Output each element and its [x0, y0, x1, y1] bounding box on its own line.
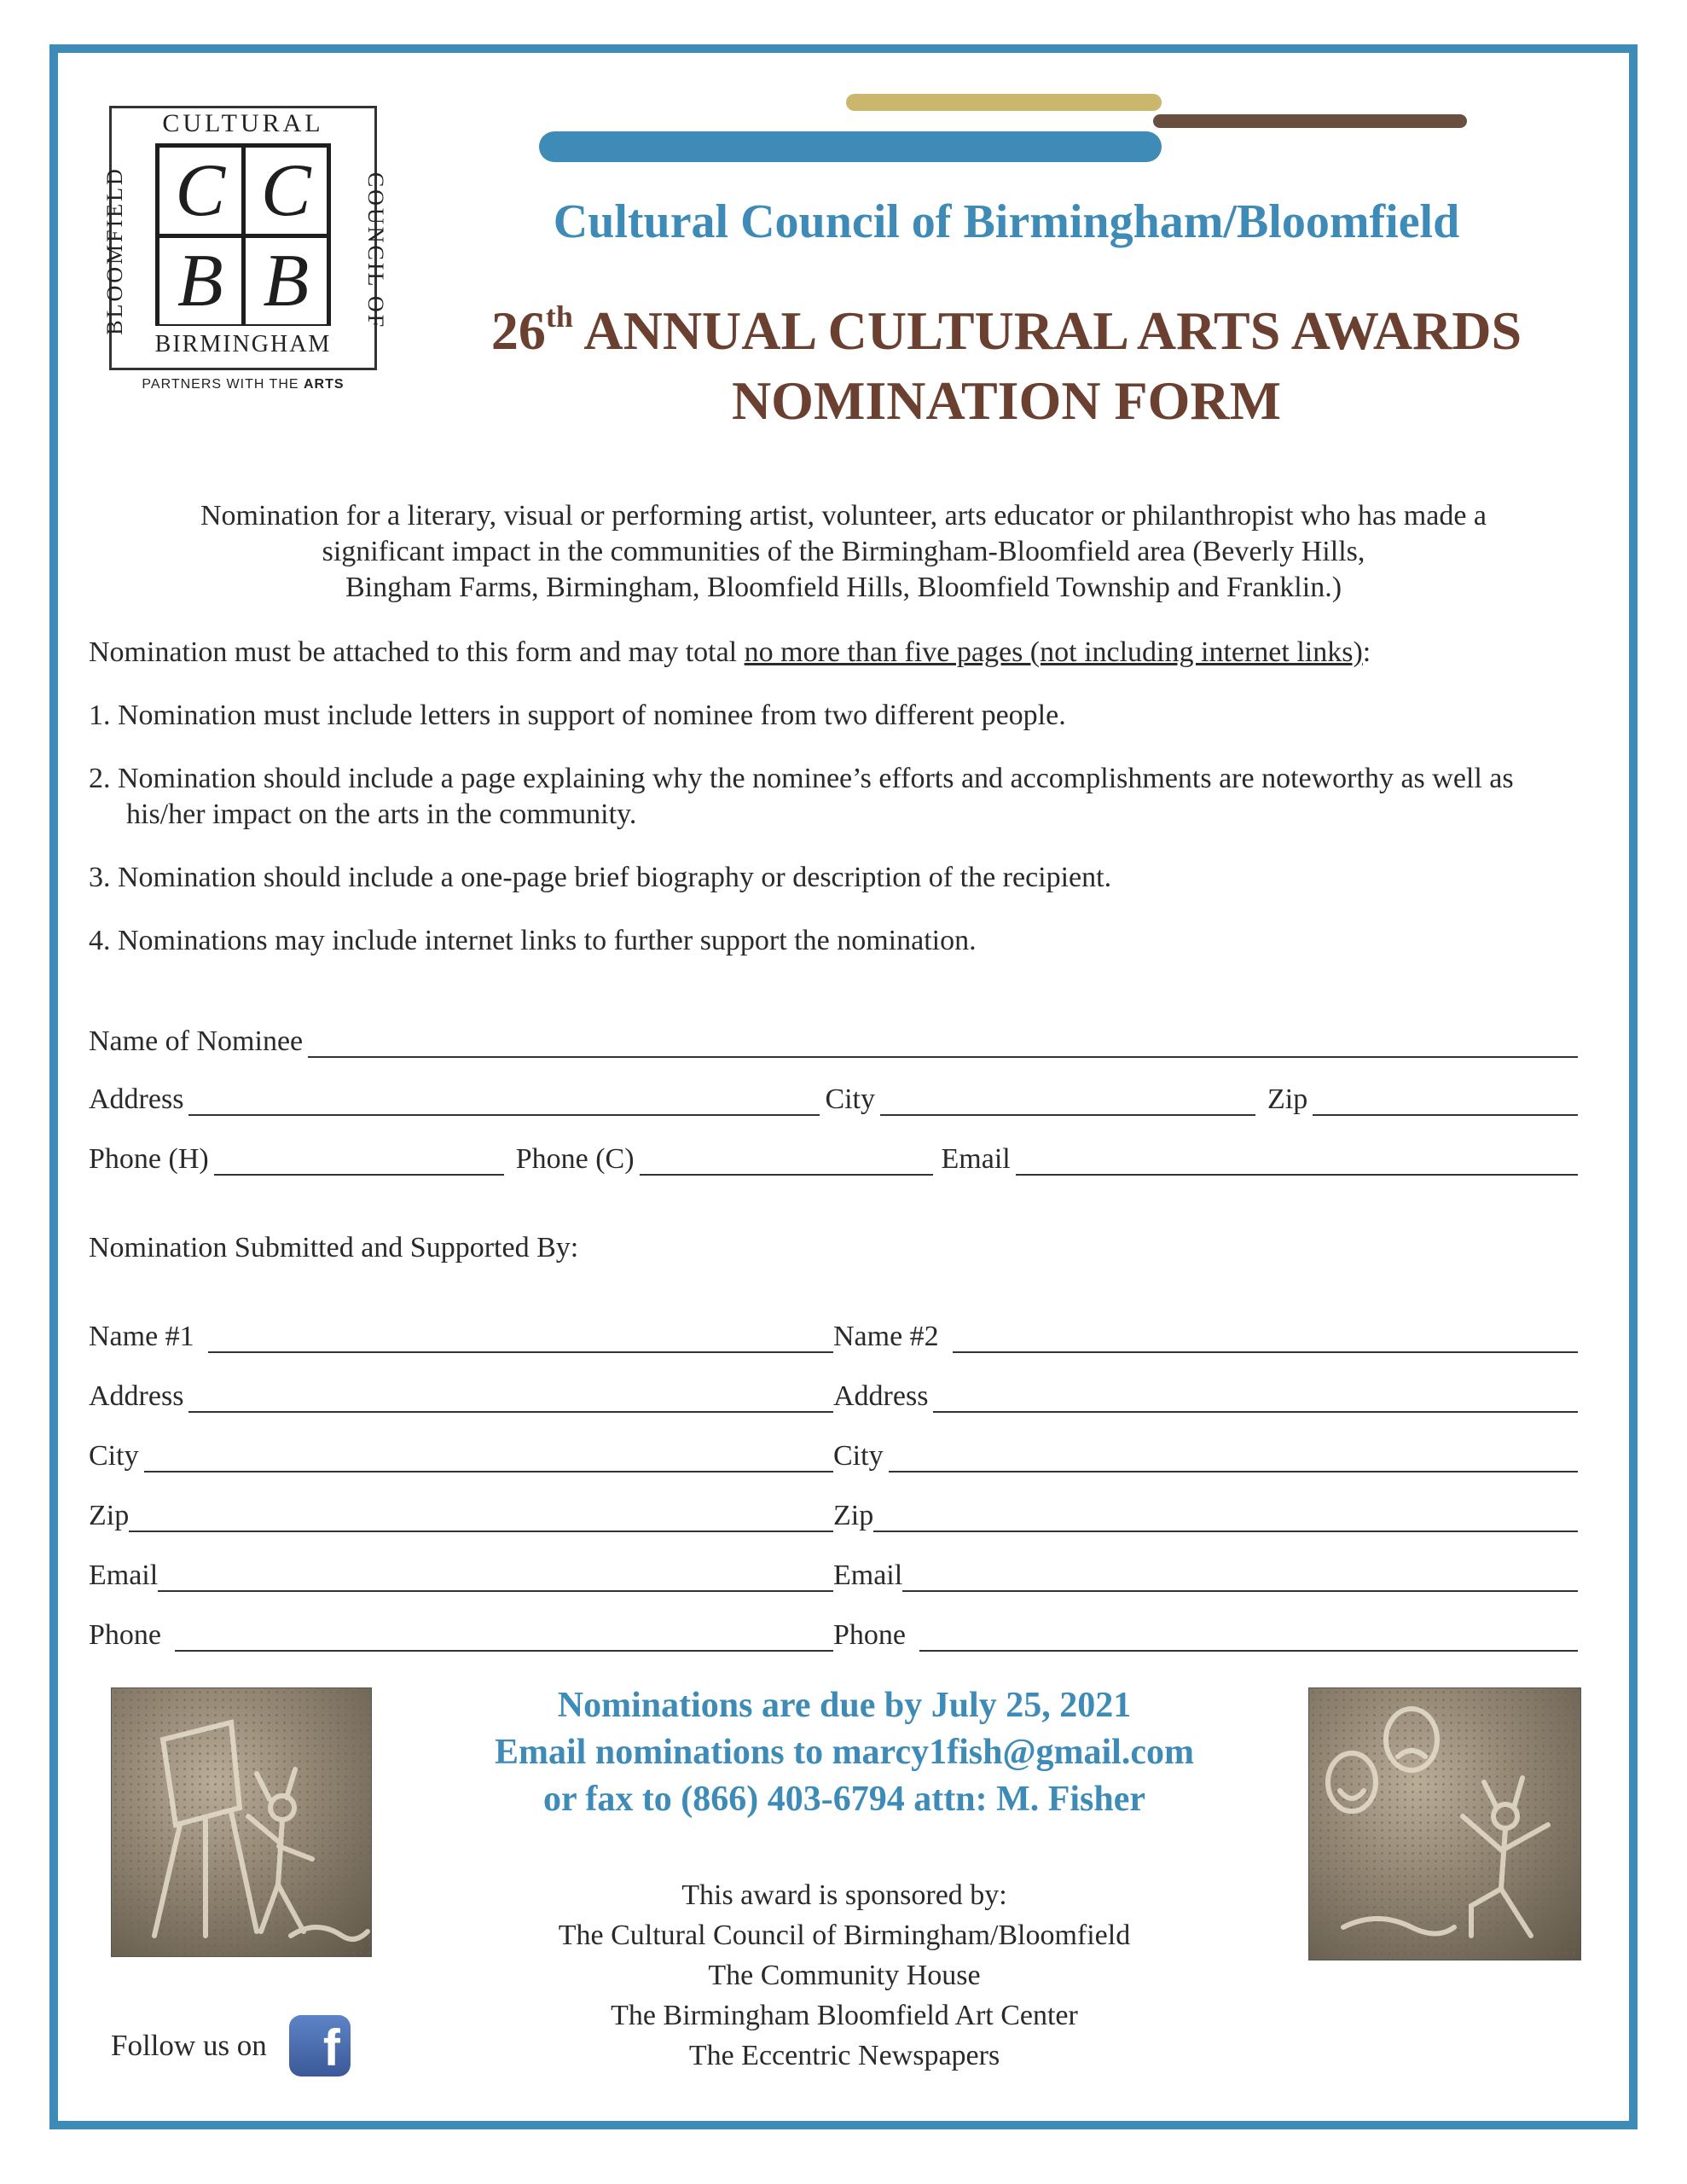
supporter1-phone-field[interactable]: [175, 1624, 833, 1652]
supporter-address-row: [89, 1374, 1578, 1413]
nominee-address-field[interactable]: [188, 1089, 820, 1116]
supporter2-name-field[interactable]: [953, 1326, 1578, 1353]
requirements-intro: Nomination must be attached to this form and may total no more than five pages (not including internet links):: [89, 636, 1371, 668]
nominee-email-field[interactable]: [1016, 1148, 1578, 1176]
deadline-notice: Nominations are due by July 25, 2021 Email nominations to marcy1fish@gmail.com or fax to (866) 403-6794 attn: M. Fisher: [495, 1686, 1194, 1819]
supporter-email-row: [89, 1553, 1578, 1592]
list-item: 2. Nomination should include a page explaining why the nominee’s efforts and accomplishments are noteworthy as well as his/her impact on the arts in the community.: [89, 763, 1514, 830]
logo-text-left: BLOOMFIELD: [101, 166, 127, 335]
nominee-name-field[interactable]: [308, 1031, 1578, 1058]
supporter1-address-label: Address: [89, 1380, 184, 1412]
nominee-city-field[interactable]: [880, 1089, 1255, 1116]
requirements-list: [89, 698, 1590, 986]
list-item: 4. Nominations may include internet links to further support the nomination.: [89, 925, 977, 956]
supporter2-email-field[interactable]: [902, 1565, 1578, 1592]
intro-paragraph: Nomination for a literary, visual or performing artist, volunteer, arts educator or philanthropist who has made a significant impact in the communities of the Birmingham-Bloomfield area (Beverly Hills, Bingham Farms, Birmingham, Bloomfield Hills, Bloomfield Township and Franklin.): [200, 500, 1487, 603]
supporter1-zip-field[interactable]: [129, 1505, 833, 1532]
supporter-phone-row: [89, 1612, 1578, 1652]
relief-theater-image: [1308, 1687, 1581, 1960]
list-item: 1. Nomination must include letters in support of nominee from two different people.: [89, 700, 1066, 731]
follow-us: [111, 2015, 351, 2077]
form-title: 26th ANNUAL CULTURAL ARTS AWARDS NOMINATION FORM: [490, 299, 1522, 431]
relief-painter-image: [111, 1687, 372, 1957]
supporter2-zip-label: Zip: [833, 1500, 874, 1531]
supporter1-name-label: Name #1: [89, 1321, 194, 1352]
supported-by-heading: Nomination Submitted and Supported By:: [89, 1232, 579, 1263]
supporter2-city-field[interactable]: [889, 1445, 1578, 1472]
supporter2-email-label: Email: [833, 1560, 903, 1591]
sponsors-section: [375, 1875, 1313, 2076]
list-item: The Birmingham Bloomfield Art Center: [611, 2000, 1078, 2031]
logo-text-right: COUNCIL OF: [362, 171, 388, 330]
nominee-zip-field[interactable]: [1313, 1089, 1578, 1116]
nominee-phone-home-field[interactable]: [214, 1148, 504, 1176]
supporter2-address-field[interactable]: [933, 1385, 1578, 1413]
supporter-zip-row: [89, 1493, 1578, 1532]
facebook-icon[interactable]: f: [289, 2015, 351, 2077]
supporter2-zip-field[interactable]: [873, 1505, 1578, 1532]
supporter2-city-label: City: [833, 1440, 884, 1472]
nominee-city-label: City: [825, 1083, 876, 1115]
follow-us-label: Follow us on: [111, 2029, 267, 2062]
logo-monogram: C C B B: [155, 143, 331, 326]
supporter1-city-label: City: [89, 1440, 139, 1472]
logo-text-top: CULTURAL: [162, 109, 324, 137]
cultural-council-logo: [101, 106, 388, 401]
supporter1-name-field[interactable]: [208, 1326, 833, 1353]
nominee-address-label: Address: [89, 1083, 184, 1115]
decorative-bar-blue: [539, 131, 1162, 162]
supporter1-email-field[interactable]: [158, 1565, 833, 1592]
nominee-phone-home-label: Phone (H): [89, 1143, 209, 1175]
supporter2-name-label: Name #2: [833, 1321, 939, 1352]
supporter2-phone-label: Phone: [833, 1619, 906, 1651]
theater-masks-illustration: [1309, 1688, 1580, 1960]
nominee-phone-row: [89, 1136, 1578, 1176]
supporter1-email-label: Email: [89, 1560, 159, 1591]
list-item: The Eccentric Newspapers: [688, 2040, 1000, 2071]
supporter2-phone-field[interactable]: [919, 1624, 1578, 1652]
nominee-name-row: [89, 1019, 1578, 1058]
nominee-name-label: Name of Nominee: [89, 1025, 304, 1057]
logo-tagline: PARTNERS WITH THE ARTS: [142, 377, 345, 392]
logo-text-bottom: BIRMINGHAM: [154, 331, 332, 357]
decorative-bar-brown: [1153, 114, 1467, 128]
supporter-name-row: [89, 1314, 1578, 1353]
painter-figure-illustration: [112, 1688, 371, 1956]
decorative-bar-gold: [846, 94, 1162, 111]
nominee-phone-cell-field[interactable]: [640, 1148, 933, 1176]
nominee-address-row: [89, 1077, 1578, 1116]
organization-name: Cultural Council of Birmingham/Bloomfield: [553, 195, 1460, 248]
nominee-phone-cell-label: Phone (C): [515, 1143, 635, 1175]
nominee-email-label: Email: [941, 1143, 1011, 1175]
sponsors-heading: This award is sponsored by:: [681, 1879, 1007, 1911]
list-item: The Cultural Council of Birmingham/Bloomfield: [558, 1920, 1131, 1951]
supporter1-address-field[interactable]: [188, 1385, 833, 1413]
supporter-city-row: [89, 1433, 1578, 1472]
list-item: The Community House: [708, 1960, 981, 1991]
supporter1-city-field[interactable]: [144, 1445, 833, 1472]
supporter1-zip-label: Zip: [89, 1500, 130, 1531]
supporter2-address-label: Address: [833, 1380, 929, 1412]
list-item: 3. Nomination should include a one-page brief biography or description of the recipient.: [89, 862, 1112, 893]
nominee-zip-label: Zip: [1267, 1083, 1308, 1115]
supporter1-phone-label: Phone: [89, 1619, 161, 1651]
